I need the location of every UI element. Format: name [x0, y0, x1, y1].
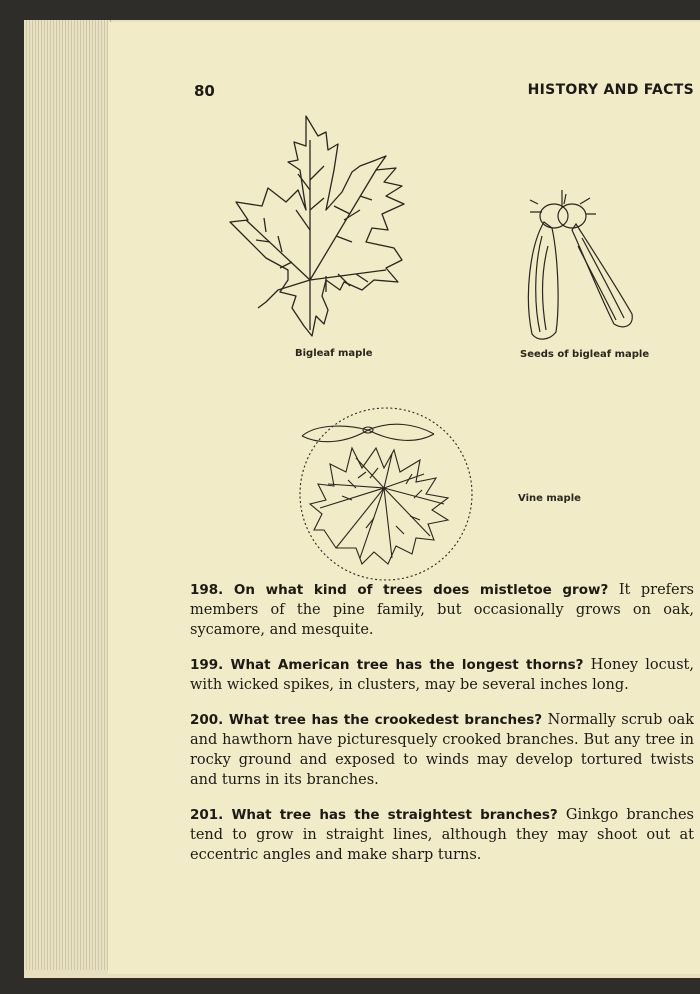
page-number: 80: [194, 82, 215, 100]
question-201: 201. What tree has the straightest branches?: [190, 807, 558, 823]
page-header: [194, 82, 694, 106]
answer-199: Honey locust, with wicked spikes, in clusters, may be several inches long.: [190, 657, 694, 693]
caption-vine-maple: Vine maple: [518, 493, 581, 504]
maple-leaf-icon: [226, 110, 446, 360]
question-200: 200. What tree has the crookedest branches?: [190, 712, 543, 728]
entry-200: [190, 710, 694, 790]
caption-seeds-bigleaf-maple: Seeds of bigleaf maple: [520, 349, 650, 360]
answer-201: Ginkgo branches tend to grow in straight lines, although they may shoot out at eccentric angles and make sharp turns.: [190, 807, 694, 863]
running-head: HISTORY AND FACTS: [527, 82, 694, 98]
question-199: 199. What American tree has the longest thorns?: [190, 657, 584, 673]
page-edges: [24, 20, 111, 970]
maple-seed-icon: [520, 186, 660, 356]
question-198: 198. On what kind of trees does mistletoe grow?: [190, 582, 609, 598]
answer-198: It prefers members of the pine family, but occasionally grows on oak, sycamore, and mesquite.: [190, 582, 695, 638]
vine-maple-icon: [296, 388, 476, 588]
answer-200: Normally scrub oak and hawthorn have picturesquely crooked branches. But any tree in rocky ground and exposed to winds may develop tortured twists and turns in its branches.: [190, 712, 694, 788]
entry-198: [190, 580, 694, 640]
entry-199: [190, 655, 694, 695]
entry-201: [190, 805, 694, 865]
caption-bigleaf-maple: Bigleaf maple: [295, 348, 373, 359]
entries-list: [190, 580, 694, 880]
page: [108, 22, 700, 974]
